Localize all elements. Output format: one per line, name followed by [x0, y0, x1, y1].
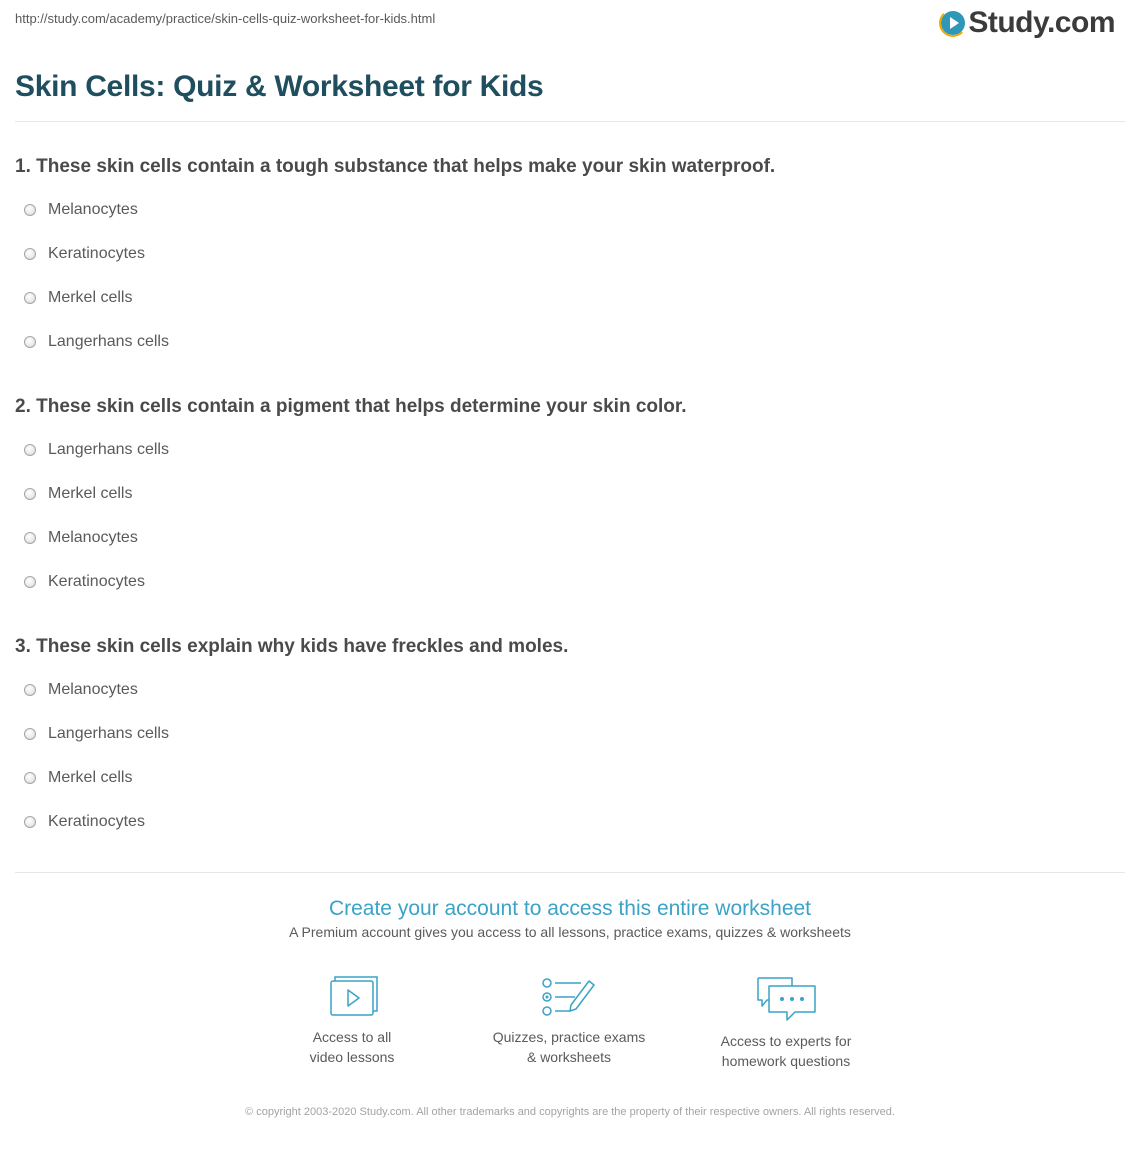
copyright-text: © copyright 2003-2020 Study.com. All other trademarks and copyrights are the property of their respective owners. All rights reserved. — [245, 1106, 895, 1118]
feature-video-lessons — [252, 975, 452, 1067]
radio-button[interactable] — [24, 532, 36, 544]
radio-button[interactable] — [24, 204, 36, 216]
cta-subtitle: A Premium account gives you access to all lessons, practice exams, quizzes & worksheets — [289, 924, 851, 940]
radio-button[interactable] — [24, 444, 36, 456]
feature-label: Quizzes, practice exams & worksheets — [492, 1029, 646, 1065]
cta-title-link[interactable]: Create your account to access this entire worksheet — [328, 897, 812, 920]
question-1 — [15, 152, 1125, 364]
feature-label: Access to all video lessons — [309, 1029, 395, 1065]
video-lessons-icon — [326, 975, 378, 1019]
signup-cta — [0, 895, 1140, 940]
choice-label: Merkel cells — [48, 485, 133, 502]
brand-name: Study.com — [968, 6, 1115, 39]
choice-label: Melanocytes — [48, 201, 138, 218]
feature-label: Access to experts for homework questions — [720, 1033, 852, 1069]
answer-choice[interactable] — [24, 428, 1125, 472]
top-bar — [15, 0, 1125, 42]
radio-button[interactable] — [24, 772, 36, 784]
radio-button[interactable] — [24, 728, 36, 740]
answer-choice[interactable] — [24, 756, 1125, 800]
answer-choice[interactable] — [24, 712, 1125, 756]
answer-choice[interactable] — [24, 320, 1125, 364]
play-icon — [941, 11, 965, 35]
question-2 — [15, 392, 1125, 604]
radio-button[interactable] — [24, 488, 36, 500]
page-title: Skin Cells: Quiz & Worksheet for Kids — [15, 70, 544, 103]
radio-button[interactable] — [24, 336, 36, 348]
radio-button[interactable] — [24, 816, 36, 828]
radio-button[interactable] — [24, 248, 36, 260]
choice-label: Melanocytes — [48, 529, 138, 546]
answer-choice[interactable] — [24, 188, 1125, 232]
question-text: 2. These skin cells contain a pigment that helps determine your skin color. — [15, 396, 687, 417]
answer-choice[interactable] — [24, 668, 1125, 712]
question-3 — [15, 632, 1125, 844]
choice-label: Langerhans cells — [48, 441, 169, 458]
choice-label: Keratinocytes — [48, 573, 145, 590]
quiz-checklist-icon — [541, 975, 597, 1019]
choice-label: Melanocytes — [48, 681, 138, 698]
answer-choice[interactable] — [24, 276, 1125, 320]
premium-features — [0, 975, 1140, 1085]
question-text: 3. These skin cells explain why kids have freckles and moles. — [15, 636, 569, 657]
answer-choice[interactable] — [24, 516, 1125, 560]
answer-choice[interactable] — [24, 560, 1125, 604]
choice-label: Merkel cells — [48, 289, 133, 306]
page-url[interactable]: http://study.com/academy/practice/skin-cells-quiz-worksheet-for-kids.html — [15, 11, 436, 26]
choice-label: Keratinocytes — [48, 245, 145, 262]
radio-button[interactable] — [24, 576, 36, 588]
choice-label: Keratinocytes — [48, 813, 145, 830]
answer-choice[interactable] — [24, 232, 1125, 276]
divider — [15, 121, 1125, 122]
study-logo[interactable] — [941, 6, 1115, 40]
feature-experts — [686, 975, 886, 1071]
choice-label: Merkel cells — [48, 769, 133, 786]
choice-label: Langerhans cells — [48, 725, 169, 742]
divider — [15, 872, 1125, 873]
question-text: 1. These skin cells contain a tough substance that helps make your skin waterproof. — [15, 156, 776, 177]
choice-label: Langerhans cells — [48, 333, 169, 350]
feature-quizzes — [469, 975, 669, 1067]
radio-button[interactable] — [24, 292, 36, 304]
answer-choice[interactable] — [24, 472, 1125, 516]
radio-button[interactable] — [24, 684, 36, 696]
answer-choice[interactable] — [24, 800, 1125, 844]
chat-bubbles-icon — [754, 975, 818, 1023]
